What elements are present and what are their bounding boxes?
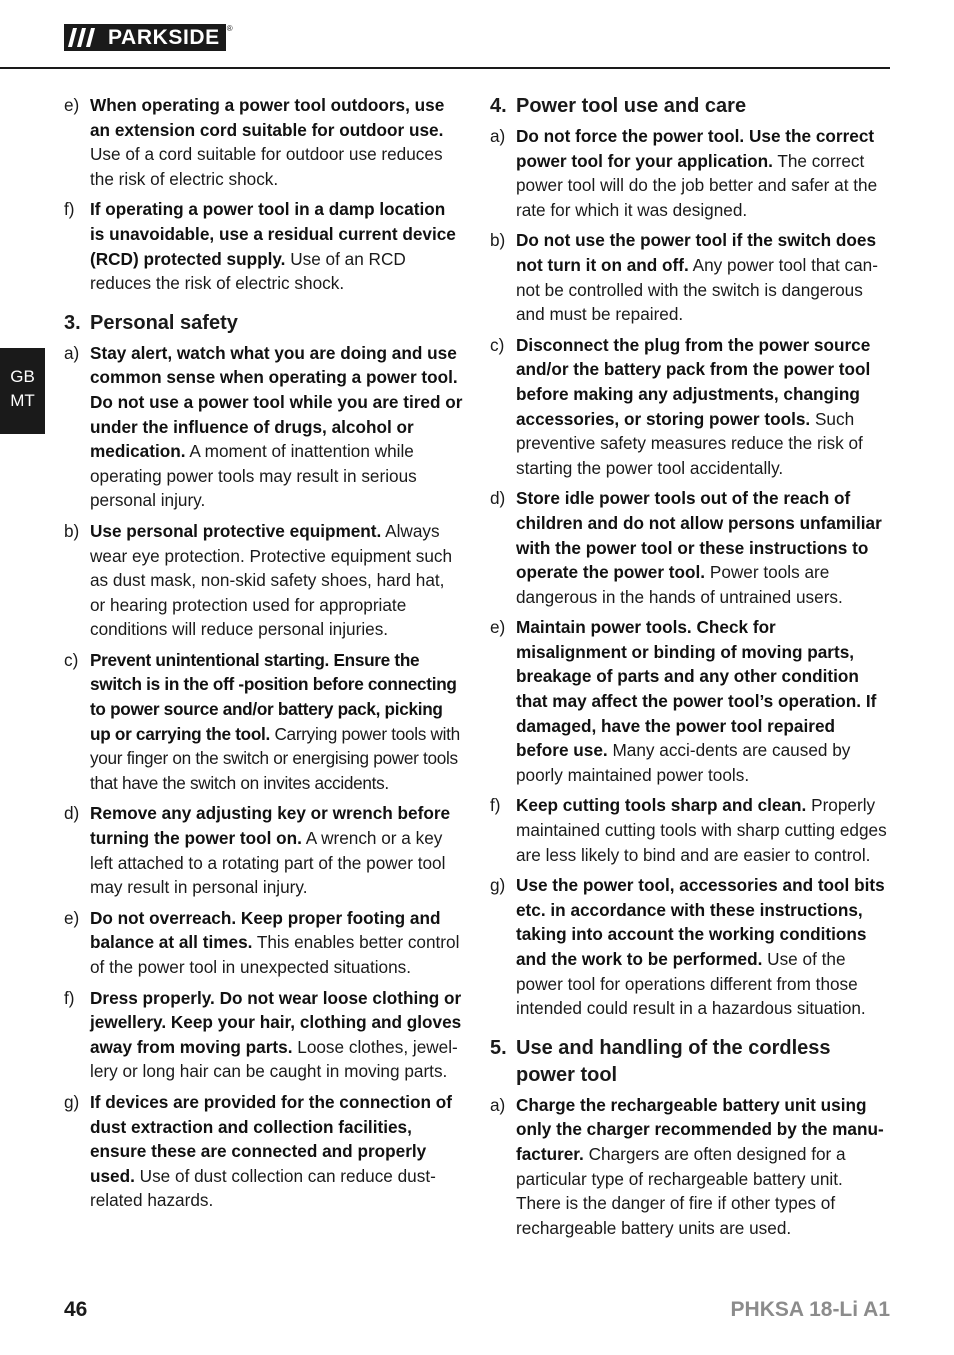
list-item [64,519,464,642]
right-column [490,93,890,1246]
list-item [490,333,890,481]
item-letter: f) [64,199,75,220]
list-item [490,615,890,787]
item-letter: c) [490,334,505,355]
item-bold-text: Remove any adjusting key or wrench before turning the power tool on. [90,803,451,849]
item-letter: b) [64,520,80,541]
item-bold-text: Stay alert, watch what you are doing and use common sense when operating a power tool. Do not use a power tool while you are tired or under the influence of drugs, alcohol or medication. [90,342,463,462]
list-item [490,1093,890,1241]
item-bold-text: Use personal protective equipment. [90,520,382,541]
item-bold-text: If operating a power tool in a damp location is unavoidable, use a residual current device (RCD) protected supply. [90,199,456,269]
item-normal-text: Use of a cord suitable for outdoor use reduces the risk of electric shock. [90,144,443,189]
list-item [64,986,464,1084]
item-bold-text: Do not force the power tool. Use the correct power tool for your application. [516,126,875,171]
item-normal-text: This enables better control of the power tool in unexpected situations. [90,932,460,977]
item-normal-text: Loose clothes, jewel-lery or long hair can be caught in moving parts. [90,1036,458,1082]
item-normal-text: Chargers are often designed for a particular type of rechargeable battery unit. There is the danger of fire if other types of rechargeable battery units are used. [516,1143,846,1238]
item-letter: e) [490,617,506,638]
item-normal-text: Properly maintained cutting tools with sharp cutting edges are less likely to bind and are easier to control. [516,795,887,865]
item-bold-text: Keep cutting tools sharp and clean. [516,795,807,816]
item-letter: g) [64,1091,80,1112]
item-bold-text: Do not use the power tool if the switch does not turn it on and off. [516,230,876,275]
item-bold-text: Disconnect the plug from the power source and/or the battery pack from the power tool before making any adjustments, changing accessories, or storing power tools. [516,334,871,429]
parkside-logo [64,24,233,51]
item-bold-text: If devices are provided for the connection of dust extraction and collection facilities, ensure these are connected and properly used. [90,1091,452,1186]
item-normal-text: A moment of inattention while operating power tools may result in serious personal injury. [90,441,417,511]
left-column [64,93,464,1219]
item-normal-text: Use of the power tool for operations different from those intended could result in a hazardous situation. [516,949,866,1019]
item-normal-text: Many acci-dents are caused by poorly maintained power tools. [516,740,851,785]
item-bold-text: Prevent unintentional starting. Ensure the switch is in the off -position before connecting to power source and/or battery pack, picking up or carrying the tool. [90,649,457,744]
item-normal-text: A wrench or a key left attached to a rotating part of the power tool may result in personal injury. [90,828,446,898]
item-bold-text: Charge the rechargeable battery unit using only the charger recommended by the manu-facturer. [516,1094,884,1164]
section-heading-power-tool-use: 4. Power tool use and care [490,95,747,117]
item-bold-text: Use the power tool, accessories and tool bits etc. in accordance with these instructions, taking into account the working conditions and the work to be performed. [516,875,885,969]
section-heading-cordless-tool: 5. Use and handling of the cordless power tool [490,1036,831,1086]
logo-brand-text: PARKSIDE [104,24,226,51]
registered-mark: ® [226,24,233,33]
item-bold-text: When operating a power tool outdoors, use an extension cord suitable for outdoor use. [90,95,445,140]
item-letter: f) [64,987,75,1008]
item-letter: e) [64,95,80,115]
model-name: PHKSA 18-Li A1 [730,1298,890,1321]
item-bold-text: Dress properly. Do not wear loose clothing or jewellery. Keep your hair, clothing and gloves away from moving parts. [90,987,462,1057]
item-normal-text: Power tools are dangerous in the hands of untrained users. [516,562,843,607]
item-letter: d) [490,488,506,509]
list-item [64,197,464,295]
item-letter: g) [490,875,506,896]
item-normal-text: Such preventive safety measures reduce the risk of starting the power tool accidentally. [516,408,863,478]
list-item [64,341,464,513]
item-letter: f) [490,795,501,816]
item-letter: e) [64,907,80,928]
list-item [490,793,890,867]
item-bold-text: Do not overreach. Keep proper footing and balance at all times. [90,907,441,953]
item-normal-text: Any power tool that can-not be controlled with the switch is dangerous and must be repaired. [516,254,878,325]
item-bold-text: Store idle power tools out of the reach of children and do not allow persons unfamiliar with the power tool or these instructions to operate the power tool. [516,488,882,583]
item-letter: a) [490,1094,506,1115]
item-bold-text: Maintain power tools. Check for misalignment or binding of moving parts, breakage of parts and any other condition that may affect the power tool’s operation. If damaged, have the power tool repaired before use. [516,617,877,761]
item-letter: d) [64,803,80,824]
item-letter: c) [64,649,79,670]
language-code-mt: MT [10,391,35,410]
language-tab [0,348,45,434]
item-letter: a) [490,126,506,146]
item-normal-text: Use of an RCD reduces the risk of electric shock. [90,248,406,294]
list-item [490,124,890,222]
list-item [64,648,464,796]
list-item [64,801,464,899]
item-normal-text: Use of dust collection can reduce dust-related hazards. [90,1165,436,1211]
list-item [64,93,464,191]
header-rule [0,67,890,69]
item-normal-text: Carrying power tools with your finger on the switch or energising power tools that have the switch on invites accidents. [90,723,460,793]
item-letter: b) [490,230,506,251]
language-code-gb: GB [10,367,35,386]
logo-slashes-icon [64,24,104,51]
item-letter: a) [64,342,80,363]
section-heading-personal-safety: 3. Personal safety [64,311,238,334]
list-item [64,906,464,980]
item-normal-text: Always wear eye protection. Protective equipment such as dust mask, non-skid safety shoes, hard hat, or hearing protection used for appropriate conditions will reduce personal injuries. [90,520,453,640]
page-number: 46 [64,1298,88,1321]
list-item [490,228,890,326]
list-item [490,873,890,1021]
list-item [64,1090,464,1213]
item-normal-text: The correct power tool will do the job better and safer at the rate for which it was designed. [516,150,878,220]
list-item [490,486,890,609]
